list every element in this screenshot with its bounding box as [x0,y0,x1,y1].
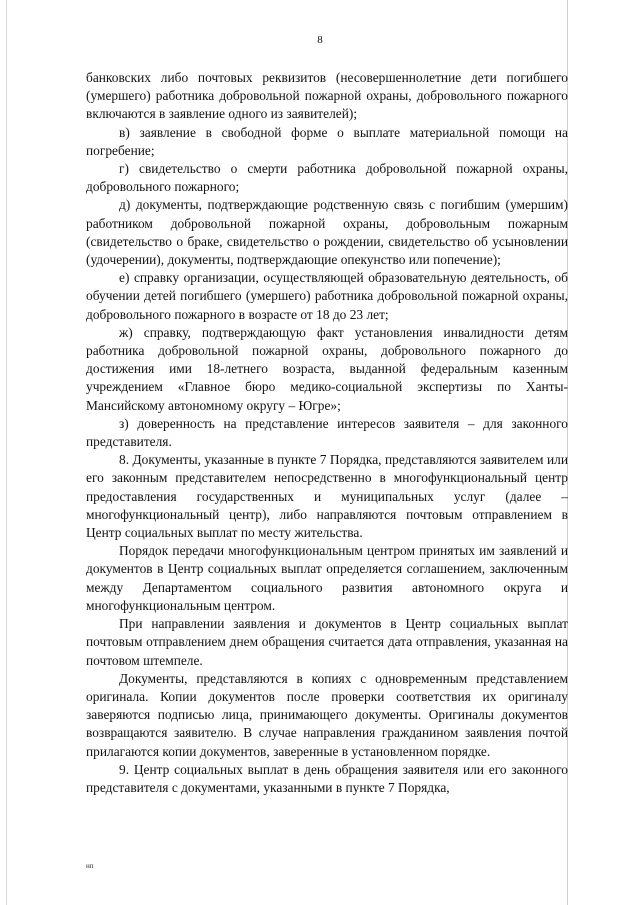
document-body [86,69,568,797]
paragraph-clause-9: 9. Центр социальных выплат в день обращения заявителя или его законного представителя с документами, указанными в пункте 7 Порядка, [86,761,568,795]
paragraph-copies: Документы, представляются в копиях с одновременным представлением оригинала. Копии документов после проверки соответствия их оригиналу заверяются подписью лица, принимающего документы. Оригиналы документов возвращаются заявителю. В случае направления гражданином заявления почтой прилагаются копии документов, заверенные в установленном порядке. [86,670,568,759]
paragraph-postal-sending: При направлении заявления и документов в Центр социальных выплат почтовым отправлением днем обращения считается дата отправления, указанная на почтовом штемпеле. [86,616,568,668]
paragraph-item-d: д) документы, подтверждающие родственную связь с погибшим (умершим) работником добровольной пожарной охраны, добровольным пожарным (свидетельство о браке, свидетельство о рождении, свидетельство об усыновлении (удочерении), документы, подтверждающие опекунство или попечение); [86,197,568,268]
paragraph-bank-details: банковских либо почтовых реквизитов (несовершеннолетние дети погибшего (умершего) работника добровольной пожарной охраны, добровольного пожарного включаются в заявление одного из заявителей); [86,70,568,122]
paragraph-item-e: е) справку организации, осуществляющей образовательную деятельность, об обучении детей погибшего (умершего) работника добровольной пожарной охраны, добровольного пожарного в возрасте от 18 до 23 лет; [86,270,568,322]
paragraph-item-v: в) заявление в свободной форме о выплате материальной помощи на погребение; [86,124,568,158]
page-left-edge [6,0,7,905]
paragraph-transfer-order: Порядок передачи многофункциональным центром принятых им заявлений и документов в Центр социальных выплат определяется соглашением, заключенным между Департаментом социального развития автономного округа и многофункциональным центром. [86,543,568,613]
page-number: 8 [317,34,323,46]
paragraph-item-z: з) доверенность на представление интересов заявителя – для законного представителя. [86,415,568,450]
paragraph-item-zh: ж) справку, подтверждающую факт установления инвалидности детям работника добровольной пожарной охраны, добровольного пожарного до достижения ими 18-летнего возраста, выданной федеральным казенным учреждением «Главное бюро медико-социальной экспертизы по Ханты-Мансийскому автономному округу – Югре»; [86,324,568,413]
paragraph-clause-8: 8. Документы, указанные в пункте 7 Порядка, представляются заявителем или его законным представителем непосредственно в многофункциональный центр предоставления государственных и муниципальных услуг (далее – многофункциональный центр), либо направляются почтовым отправлением в Центр социальных выплат по месту жительства. [86,452,568,541]
paragraph-item-g: г) свидетельство о смерти работника добровольной пожарной охраны, добровольного пожарного; [86,161,568,195]
footer-mark: нп [86,862,94,870]
